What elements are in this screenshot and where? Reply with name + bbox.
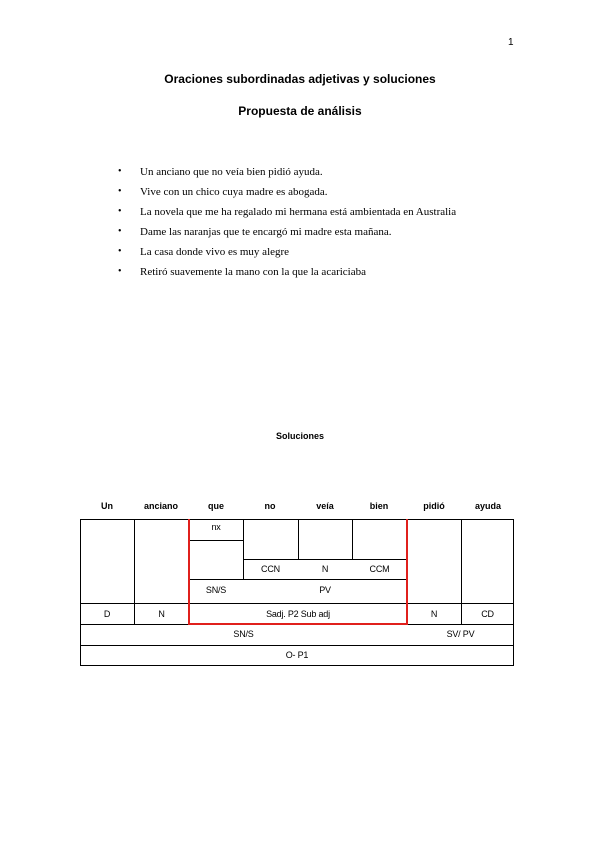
document-subtitle: Propuesta de análisis [238, 104, 362, 118]
analysis-word: pidió [423, 501, 445, 511]
list-item [118, 205, 456, 225]
table-line [189, 540, 243, 541]
analysis-word: bien [369, 501, 389, 511]
list-item [118, 245, 456, 265]
sentence-text: La novela que me ha regalado mi hermana está ambientada en Australia [140, 206, 457, 218]
document-title: Oraciones subordinadas adjetivas y soluciones [164, 72, 436, 86]
page-number: 1 [508, 37, 514, 48]
bullet-icon: • [118, 246, 122, 257]
sentence-text: Un anciano que no veía bien pidió ayuda. [140, 166, 323, 178]
bullet-icon: • [118, 266, 122, 277]
bullet-icon: • [118, 166, 122, 177]
adjective-clause-label: Sadj. P2 Sub adj [266, 609, 330, 619]
direct-object-label: CD [481, 609, 494, 619]
analysis-word: anciano [143, 501, 178, 511]
sentence-text: Retiró suavemente la mano con la que la acariciaba [140, 266, 367, 278]
list-item [118, 165, 456, 185]
analysis-word: ayuda [474, 501, 501, 511]
ccn-label: CCN [261, 564, 280, 574]
nexus-label: nx [211, 522, 221, 532]
analysis-word-row [80, 501, 514, 515]
subordinate-subject-label: SN/S [205, 585, 227, 595]
noun-nucleus-label: N [158, 609, 165, 619]
list-item [118, 225, 456, 245]
list-item [118, 265, 456, 285]
bullet-icon: • [118, 226, 122, 237]
main-predicate-label: SV/ PV [446, 629, 475, 639]
ccm-label: CCM [369, 564, 390, 574]
verb-nucleus-label: N [321, 564, 329, 574]
table-line [80, 665, 514, 666]
sentence-list [118, 165, 456, 285]
sentence-text: Dame las naranjas que te encargó mi madre esta mañana. [140, 226, 392, 238]
bullet-icon: • [118, 206, 122, 217]
bullet-icon: • [118, 186, 122, 197]
sentence-text: La casa donde vivo es muy alegre [140, 246, 290, 258]
table-line [80, 519, 514, 520]
solutions-heading: Soluciones [275, 431, 324, 441]
determiner-label: D [103, 609, 111, 619]
main-verb-nucleus-label: N [430, 609, 438, 619]
table-line [352, 519, 353, 560]
list-item [118, 185, 456, 205]
table-line [298, 519, 299, 560]
subordinate-predicate-label: PV [319, 585, 331, 595]
analysis-word: que [207, 501, 224, 511]
sentence-text: Vive con un chico cuya madre es abogada. [140, 186, 328, 198]
analysis-word: no [264, 501, 276, 511]
main-clause-label: O- P1 [285, 650, 309, 660]
analysis-word: veía [316, 501, 334, 511]
analysis-table [80, 519, 514, 666]
main-subject-label: SN/S [233, 629, 254, 639]
analysis-word: Un [101, 501, 113, 511]
